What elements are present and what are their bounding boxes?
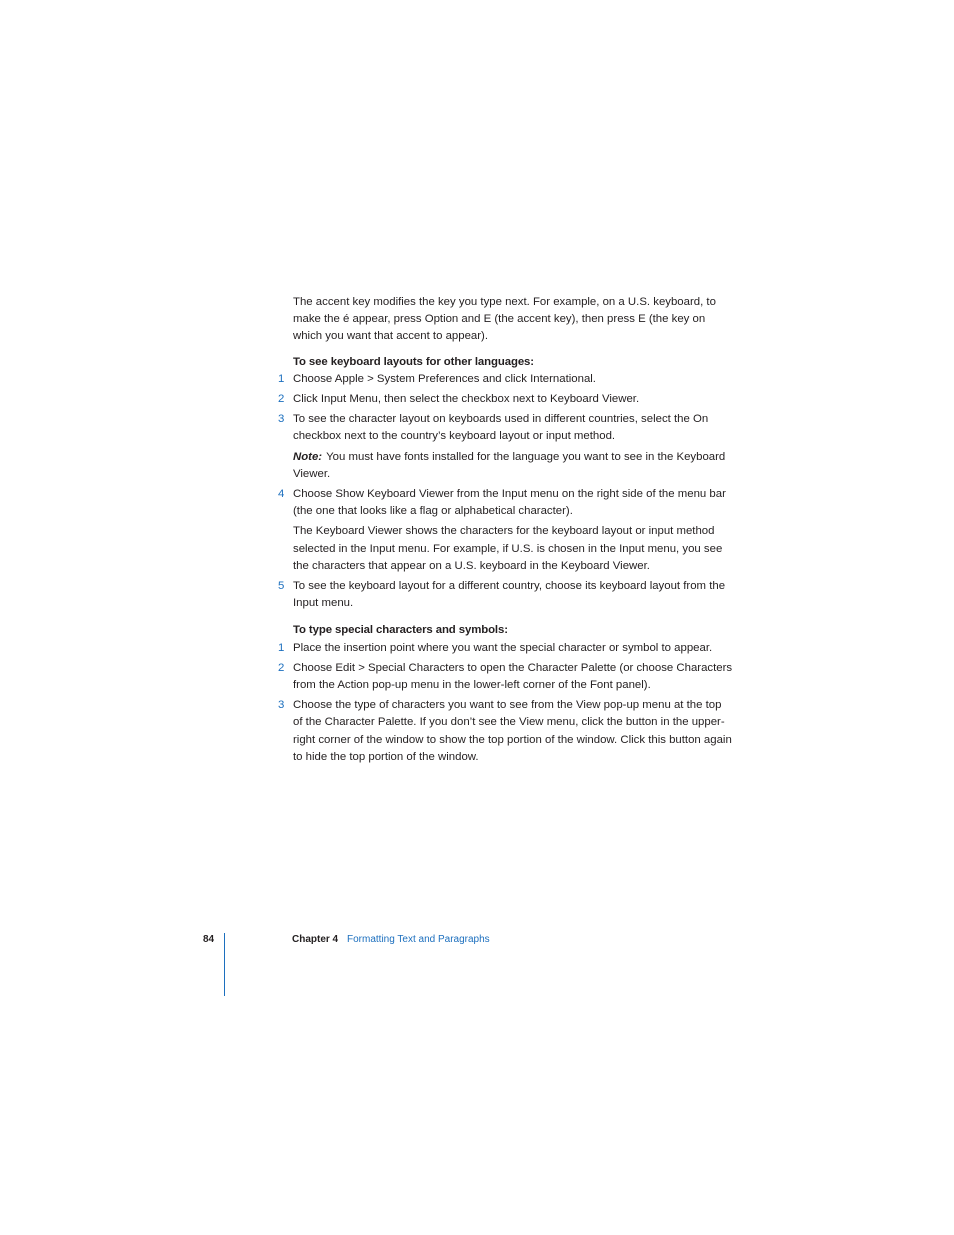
section-spacer [293, 615, 733, 622]
step-number: 3 [278, 413, 285, 426]
list-item [278, 391, 733, 408]
list-item [278, 578, 733, 612]
step-number: 1 [278, 641, 285, 654]
list-item [278, 640, 733, 657]
page-number: 84 [203, 934, 215, 945]
page-body [278, 294, 733, 769]
step-text: Choose Apple > System Preferences and click International. [293, 372, 596, 385]
intro-paragraph: The accent key modifies the key you type next. For example, on a U.S. keyboard, to make the é appear, press Option and E (the accent key), then press E (the key on which you want that accent to appear). [293, 296, 716, 343]
list-item [278, 371, 733, 388]
step-text: Place the insertion point where you want the special character or symbol to appear. [293, 641, 713, 654]
footer-divider [224, 933, 225, 996]
step-text: Choose the type of characters you want to see from the View pop-up menu at the top of the Character Palette. If you don’t see the View menu, click the button in the upper-right corner of the window to show the top portion of the window. Click this button again to hide the top portion of the window. [293, 699, 732, 763]
section-heading-special-characters: To type special characters and symbols: [293, 624, 508, 637]
step-number: 4 [278, 488, 285, 501]
step-text: Choose Show Keyboard Viewer from the Input menu on the right side of the menu bar (the one that looks like a flag or alphabetical character). [293, 488, 726, 518]
step-text: Click Input Menu, then select the checkbox next to Keyboard Viewer. [293, 393, 640, 406]
step-number: 2 [278, 661, 285, 674]
list-item [278, 697, 733, 766]
step-text: To see the character layout on keyboards used in different countries, select the On checkbox next to the country’s keyboard layout or input method. [293, 413, 709, 443]
note-paragraph [293, 449, 733, 483]
note-text: You must have fonts installed for the language you want to see in the Keyboard Viewer. [293, 450, 726, 480]
step-number: 5 [278, 580, 285, 593]
chapter-title: Formatting Text and Paragraphs [347, 934, 490, 945]
list-item [278, 486, 733, 520]
step-number: 2 [278, 393, 285, 406]
list-item [278, 411, 733, 445]
section-heading-keyboard-layouts: To see keyboard layouts for other languages: [293, 355, 534, 368]
step-number: 1 [278, 372, 285, 385]
step-number: 3 [278, 699, 285, 712]
chapter-label: Chapter 4 [292, 934, 339, 945]
step-text: Choose Edit > Special Characters to open the Character Palette (or choose Characters from the Action pop-up menu in the lower-left corner of the Font panel). [293, 661, 733, 692]
list-item [278, 660, 733, 694]
step-detail-paragraph: The Keyboard Viewer shows the characters for the keyboard layout or input method selected in the Input menu. For example, if U.S. is chosen in the Input menu, you see the characters that appear on a U.S. keyboard in the Keyboard Viewer. [293, 525, 723, 572]
step-text: To see the keyboard layout for a different country, choose its keyboard layout from the Input menu. [293, 580, 726, 610]
note-label: Note: [293, 450, 323, 463]
